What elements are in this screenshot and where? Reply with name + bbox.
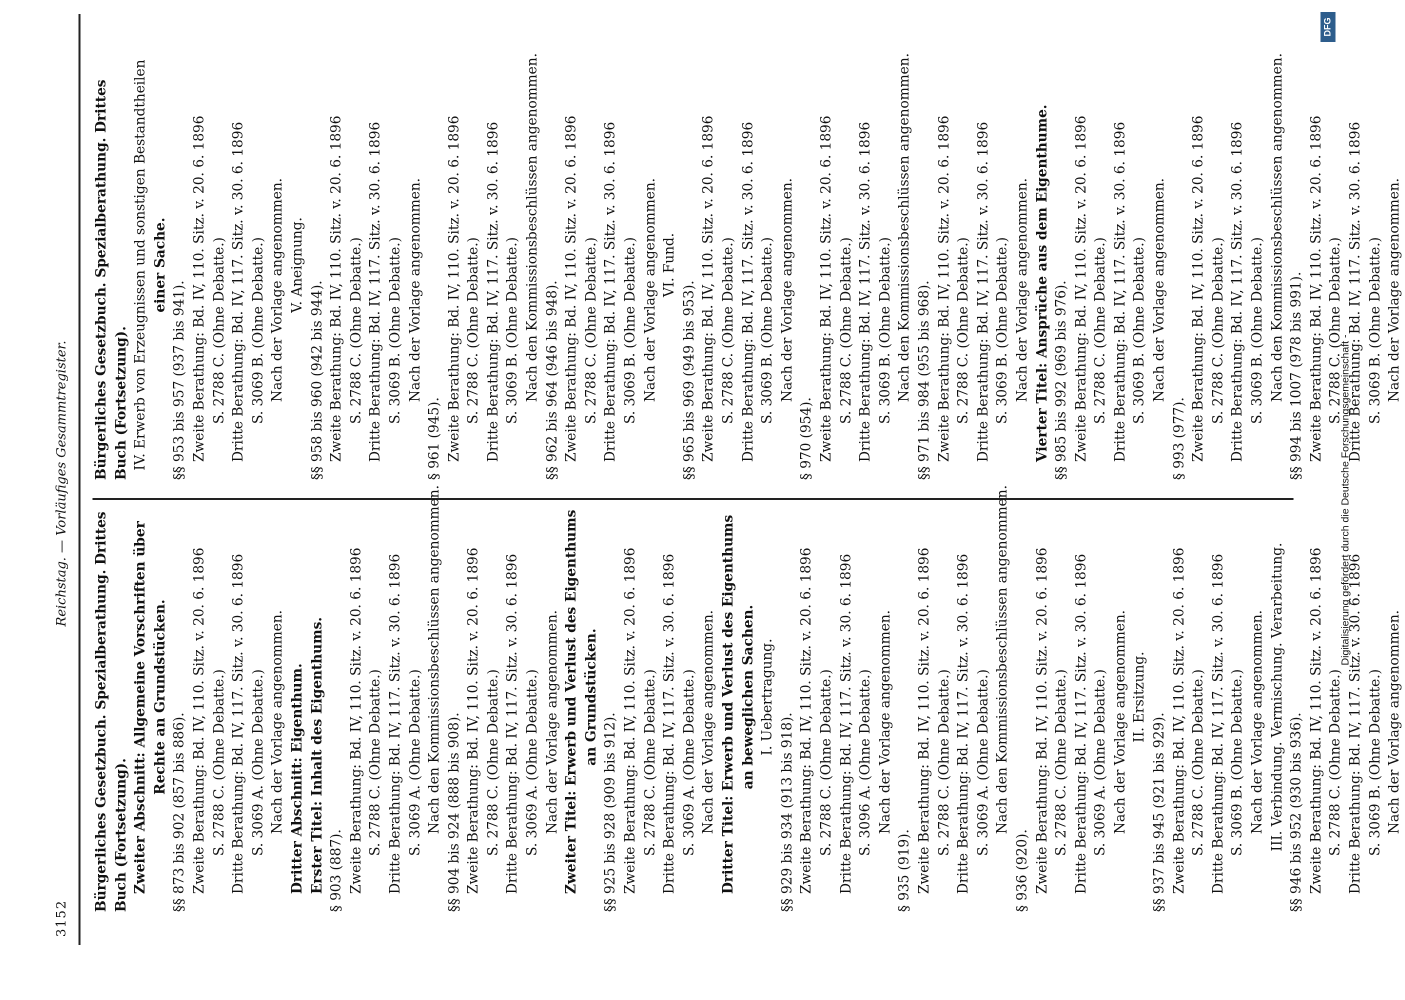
entry-line: §§ 965 bis 969 (949 bis 953). — [680, 280, 697, 480]
entry-line: III. Verbindung. Vermischung. Verarbeitung. — [1268, 542, 1285, 852]
entry-line: Nach der Vorlage angenommen. — [1386, 177, 1403, 402]
entry-line: S. 2788 C. (Ohne Debatte.) — [210, 669, 227, 856]
entry-line: Dritte Berathung: Bd. IV, 117. Sitz. v. 30. 6. 1896 — [739, 121, 756, 462]
entry-line: S. 2788 C. (Ohne Debatte.) — [1327, 237, 1344, 424]
entry-line: Buch (Fortsetzung). — [112, 758, 129, 912]
entry-line: Zweite Berathung: Bd. IV, 110. Sitz. v. 20. 6. 1896 — [1307, 547, 1324, 894]
entry-line: Zweite Berathung: Bd. IV, 110. Sitz. v. 20. 6. 1896 — [1072, 115, 1089, 462]
running-title: Reichstag. — Vorläufiges Gesammtregister. — [54, 340, 69, 627]
entry-line: Dritte Berathung: Bd. IV, 117. Sitz. v. 30. 6. 1896 — [857, 121, 874, 462]
entry-line: Bürgerliches Gesetzbuch. Spezialberathung. Drittes — [93, 79, 109, 480]
entry-line: S. 2788 C. (Ohne Debatte.) — [1190, 669, 1207, 856]
entry-line: Dritte Berathung: Bd. IV, 117. Sitz. v. 30. 6. 1896 — [1347, 553, 1363, 894]
entry-line: Dritte Berathung: Bd. IV, 117. Sitz. v. 30. 6. 1896 — [602, 121, 619, 462]
dfg-logo: DFG — [1320, 12, 1335, 42]
entry-line: S. 3069 B. (Ohne Debatte.) — [249, 237, 266, 424]
entry-line: Dritte Berathung: Bd. IV, 117. Sitz. v. 30. 6. 1896 — [367, 121, 384, 462]
entry-line: §§ 958 bis 960 (942 bis 944). — [308, 280, 325, 480]
entry-line: S. 2788 C. (Ohne Debatte.) — [641, 669, 658, 856]
entry-line: Zweite Berathung: Bd. IV, 110. Sitz. v. 20. 6. 1896 — [465, 547, 482, 894]
entry-line: S. 2788 C. (Ohne Debatte.) — [720, 237, 736, 424]
entry-line: S. 3069 B. (Ohne Debatte.) — [1249, 237, 1266, 424]
entry-line: Dritter Abschnitt: Eigenthum. — [288, 663, 305, 894]
entry-line: S. 3069 B. (Ohne Debatte.) — [759, 237, 776, 424]
entry-line: S. 2788 C. (Ohne Debatte.) — [837, 237, 854, 424]
entry-line: Dritte Berathung: Bd. IV, 117. Sitz. v. 30. 6. 1896 — [504, 553, 521, 894]
entry-line: §§ 873 bis 902 (857 bis 886). — [171, 712, 188, 912]
header-rule — [78, 14, 80, 945]
entry-line: S. 2788 C. (Ohne Debatte.) — [347, 237, 364, 424]
entry-line: §§ 971 bis 984 (955 bis 968). — [915, 280, 932, 480]
entry-line: Nach der Vorlage angenommen. — [778, 177, 795, 402]
entry-line: Dritte Berathung: Bd. IV, 117. Sitz. v. 30. 6. 1896 — [837, 553, 854, 894]
entry-line: § 970 (954). — [798, 397, 815, 480]
entry-line: S. 2788 C. (Ohne Debatte.) — [210, 237, 227, 424]
page-header — [52, 22, 76, 945]
entry-line: Nach der Vorlage angenommen. — [1386, 609, 1403, 834]
entry-line: Zweite Berathung: Bd. IV, 110. Sitz. v. 20. 6. 1896 — [1170, 547, 1187, 894]
digitization-footer — [1336, 0, 1356, 1000]
entry-line: S. 2788 C. (Ohne Debatte.) — [1053, 669, 1070, 856]
entry-line: Zweite Berathung: Bd. IV, 110. Sitz. v. 20. 6. 1896 — [915, 547, 932, 894]
entry-line: Zweiter Titel: Erwerb und Verlust des Eigenthums — [563, 509, 580, 894]
entry-line: Nach der Vorlage angenommen. — [700, 609, 717, 834]
entry-line: Nach der Vorlage angenommen. — [876, 609, 893, 834]
entry-line: Nach der Vorlage angenommen. — [1151, 177, 1168, 402]
entry-line: Zweite Berathung: Bd. IV, 110. Sitz. v. 20. 6. 1896 — [935, 115, 952, 462]
entry-line: Zweite Berathung: Bd. IV, 110. Sitz. v. 20. 6. 1896 — [563, 115, 580, 462]
page-number: 3152 — [54, 899, 69, 937]
entry-line: §§ 985 bis 992 (969 bis 976). — [1053, 280, 1070, 480]
entry-line: S. 3069 B. (Ohne Debatte.) — [622, 237, 639, 424]
entry-line: Nach der Vorlage angenommen. — [1013, 177, 1030, 402]
entry-line: S. 3069 B. (Ohne Debatte.) — [994, 237, 1011, 424]
entry-line: Dritte Berathung: Bd. IV, 117. Sitz. v. 30. 6. 1896 — [661, 553, 678, 894]
entry-line: S. 2788 C. (Ohne Debatte.) — [1327, 669, 1344, 856]
entry-line: §§ 962 bis 964 (946 bis 948). — [543, 280, 560, 480]
entry-line: S. 2788 C. (Ohne Debatte.) — [817, 669, 834, 856]
entry-line: Dritte Berathung: Bd. IV, 117. Sitz. v. 30. 6. 1896 — [974, 121, 991, 462]
entry-line: S. 2788 C. (Ohne Debatte.) — [1209, 237, 1226, 424]
entry-line: S. 3069 B. (Ohne Debatte.) — [1131, 237, 1148, 424]
entry-line: Dritter Titel: Erwerb und Verlust des Eigenthums — [720, 514, 736, 894]
entry-line: Dritte Berathung: Bd. IV, 117. Sitz. v. 30. 6. 1896 — [1347, 121, 1363, 462]
entry-line: Zweite Berathung: Bd. IV, 110. Sitz. v. 20. 6. 1896 — [347, 547, 364, 894]
entry-line: Nach der Vorlage angenommen. — [269, 177, 286, 402]
entry-line: § 935 (919). — [896, 829, 913, 912]
entry-line: S. 3069 B. (Ohne Debatte.) — [386, 237, 403, 424]
entry-line: Nach der Vorlage angenommen. — [1111, 609, 1128, 834]
entry-line: Bürgerliches Gesetzbuch. Spezialberathung. Drittes — [93, 511, 109, 912]
entry-line: Nach der Vorlage angenommen. — [269, 609, 286, 834]
entry-line: S. 3069 B. (Ohne Debatte.) — [876, 237, 893, 424]
left-column — [92, 482, 1405, 912]
entry-line: S. 3069 A. (Ohne Debatte.) — [680, 669, 697, 856]
entry-line: §§ 929 bis 934 (913 bis 918). — [778, 712, 795, 912]
entry-line: Zweite Berathung: Bd. IV, 110. Sitz. v. 20. 6. 1896 — [1307, 115, 1324, 462]
entry-line: II. Ersitzung. — [1131, 651, 1148, 743]
right-column — [92, 50, 1405, 480]
entry-line: § 961 (945). — [426, 397, 443, 480]
entry-line: Dritte Berathung: Bd. IV, 117. Sitz. v. 30. 6. 1896 — [230, 121, 247, 462]
entry-line: Zweite Berathung: Bd. IV, 110. Sitz. v. 20. 6. 1896 — [190, 115, 207, 462]
entry-line: Nach den Kommissionsbeschlüssen angenommen. — [994, 485, 1011, 834]
entry-line: Erster Titel: Inhalt des Eigenthums. — [308, 616, 325, 894]
entry-line: Zweite Berathung: Bd. IV, 110. Sitz. v. 20. 6. 1896 — [328, 115, 345, 462]
entry-line: Nach der Vorlage angenommen. — [543, 609, 560, 834]
entry-line: V. Aneignung. — [288, 217, 305, 313]
entry-line: Nach den Kommissionsbeschlüssen angenommen. — [896, 53, 913, 402]
entry-line: S. 3069 A. (Ohne Debatte.) — [1092, 669, 1109, 856]
entry-line: S. 3096 A. (Ohne Debatte.) — [857, 669, 874, 856]
entry-line: S. 2788 C. (Ohne Debatte.) — [582, 237, 599, 424]
entry-line: Zweite Berathung: Bd. IV, 110. Sitz. v. 20. 6. 1896 — [622, 547, 639, 894]
entry-line: Dritte Berathung: Bd. IV, 117. Sitz. v. 30. 6. 1896 — [386, 553, 403, 894]
entry-line: Zweite Berathung: Bd. IV, 110. Sitz. v. 20. 6. 1896 — [190, 547, 207, 894]
entry-line: Dritte Berathung: Bd. IV, 117. Sitz. v. 30. 6. 1896 — [1209, 553, 1226, 894]
entry-line: Nach der Vorlage angenommen. — [1249, 609, 1266, 834]
entry-line: S. 2788 C. (Ohne Debatte.) — [935, 669, 952, 856]
entry-line: Nach den Kommissionsbeschlüssen angenommen. — [426, 485, 443, 834]
entry-line: IV. Erwerb von Erzeugnissen und sonstigen Bestandtheilen — [132, 59, 149, 471]
entry-line: Nach der Vorlage angenommen. — [406, 177, 423, 402]
entry-line: S. 2788 C. (Ohne Debatte.) — [484, 669, 501, 856]
entry-line: Zweiter Abschnitt: Allgemeine Vorschriften über — [132, 521, 149, 894]
entry-line: an beweglichen Sachen. — [739, 604, 756, 790]
entry-line: S. 2788 C. (Ohne Debatte.) — [1092, 237, 1109, 424]
entry-line: S. 3069 B. (Ohne Debatte.) — [504, 237, 521, 424]
entry-line: S. 3069 A. (Ohne Debatte.) — [524, 669, 541, 856]
entry-line: §§ 904 bis 924 (888 bis 908). — [445, 712, 462, 912]
entry-line: Nach den Kommissionsbeschlüssen angenommen. — [524, 53, 541, 402]
entry-line: Dritte Berathung: Bd. IV, 117. Sitz. v. 30. 6. 1896 — [484, 121, 501, 462]
entry-line: Dritte Berathung: Bd. IV, 117. Sitz. v. 30. 6. 1896 — [1072, 553, 1089, 894]
entry-line: §§ 953 bis 957 (937 bis 941). — [171, 280, 188, 480]
entry-line: S. 3069 B. (Ohne Debatte.) — [1366, 669, 1383, 856]
entry-line: S. 3069 A. (Ohne Debatte.) — [249, 669, 266, 856]
entry-line: §§ 994 bis 1007 (978 bis 991). — [1288, 271, 1305, 480]
entry-line: S. 3069 A. (Ohne Debatte.) — [406, 669, 423, 856]
entry-line: Vierter Titel: Ansprüche aus dem Eigenthume. — [1033, 104, 1050, 462]
entry-line: Zweite Berathung: Bd. IV, 110. Sitz. v. 20. 6. 1896 — [1190, 115, 1207, 462]
entry-line: Zweite Berathung: Bd. IV, 110. Sitz. v. 20. 6. 1896 — [445, 115, 462, 462]
entry-line: Dritte Berathung: Bd. IV, 117. Sitz. v. 30. 6. 1896 — [955, 553, 972, 894]
entry-line: Dritte Berathung: Bd. IV, 117. Sitz. v. 30. 6. 1896 — [230, 553, 247, 894]
entry-line: Rechte an Grundstücken. — [151, 599, 168, 795]
entry-line: § 993 (977). — [1170, 397, 1187, 480]
entry-line: S. 3069 B. (Ohne Debatte.) — [1366, 237, 1383, 424]
entry-line: Zweite Berathung: Bd. IV, 110. Sitz. v. 20. 6. 1896 — [700, 115, 717, 462]
entry-line: VI. Fund. — [661, 232, 678, 298]
entry-line: I. Uebertragung. — [759, 638, 776, 756]
entry-line: Buch (Fortsetzung). — [112, 326, 129, 480]
entry-line: §§ 925 bis 928 (909 bis 912). — [602, 712, 619, 912]
entry-line: Nach der Vorlage angenommen. — [641, 177, 658, 402]
entry-line: § 903 (887). — [328, 829, 345, 912]
entry-line: § 936 (920). — [1013, 829, 1030, 912]
entry-line: Zweite Berathung: Bd. IV, 110. Sitz. v. 20. 6. 1896 — [817, 115, 834, 462]
entry-line: §§ 946 bis 952 (930 bis 936). — [1288, 712, 1305, 912]
entry-line: Dritte Berathung: Bd. IV, 117. Sitz. v. 30. 6. 1896 — [1229, 121, 1246, 462]
entry-line: S. 2788 C. (Ohne Debatte.) — [955, 237, 972, 424]
entry-line: S. 3069 A. (Ohne Debatte.) — [974, 669, 991, 856]
entry-line: S. 2788 C. (Ohne Debatte.) — [465, 237, 482, 424]
entry-line: an Grundstücken. — [582, 628, 599, 766]
entry-line: Nach den Kommissionsbeschlüssen angenommen. — [1268, 53, 1285, 402]
entry-line: Dritte Berathung: Bd. IV, 117. Sitz. v. 30. 6. 1896 — [1111, 121, 1128, 462]
entry-line: Zweite Berathung: Bd. IV, 110. Sitz. v. 20. 6. 1896 — [1033, 547, 1050, 894]
footer-note: Digitalisierung gefördert durch die Deutsche Forschungsgemeinschaft - — [1339, 334, 1351, 666]
entry-line: S. 3069 B. (Ohne Debatte.) — [1229, 669, 1246, 856]
entry-line: einer Sache. — [151, 217, 168, 313]
entry-line: §§ 937 bis 945 (921 bis 929). — [1151, 712, 1168, 912]
entry-line: S. 2788 C. (Ohne Debatte.) — [367, 669, 384, 856]
entry-line: Zweite Berathung: Bd. IV, 110. Sitz. v. 20. 6. 1896 — [798, 547, 815, 894]
